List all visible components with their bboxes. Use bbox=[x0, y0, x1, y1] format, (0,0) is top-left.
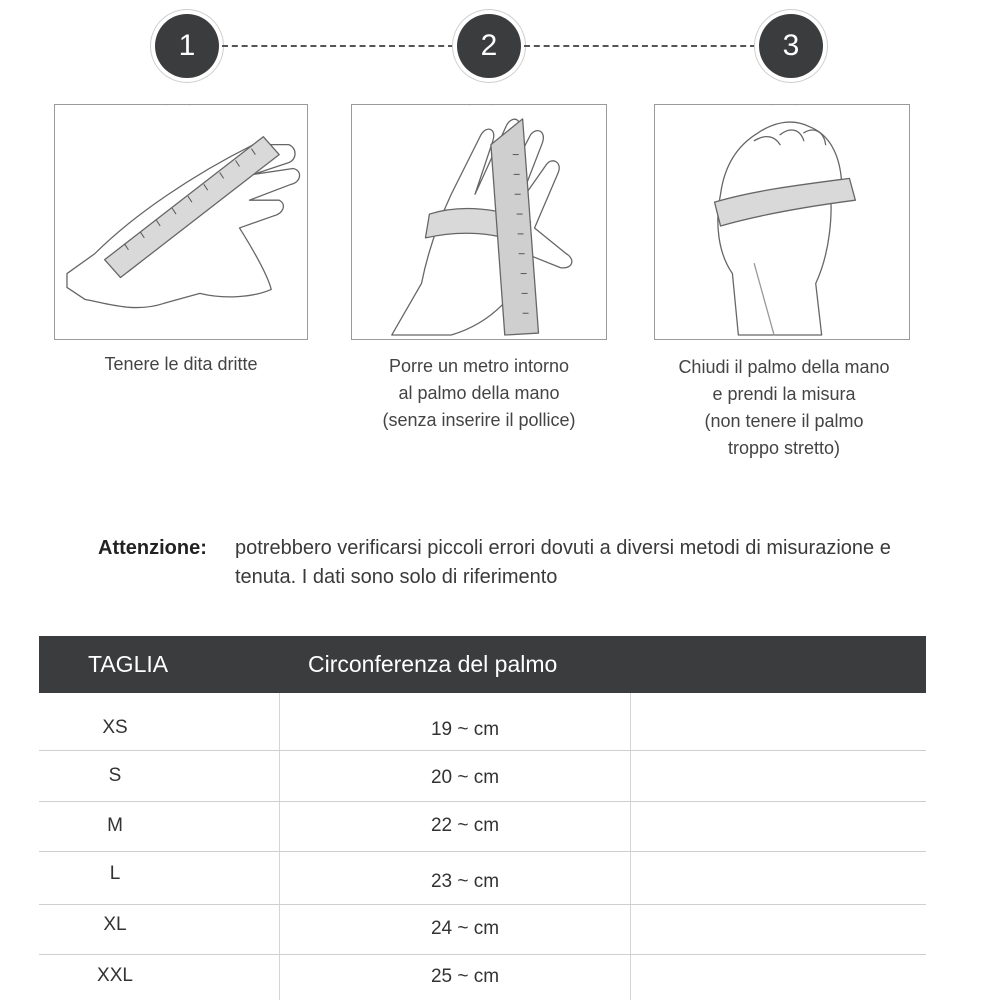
step-1-caption bbox=[54, 351, 308, 378]
circumference-cell: 25 ~ cm bbox=[430, 966, 500, 987]
circumference-cell: 20 ~ cm bbox=[430, 767, 500, 788]
circumference-cell: 22 ~ cm bbox=[430, 815, 500, 836]
step-2-badge: 2 bbox=[457, 14, 521, 78]
step-3-caption-line: e prendi la misura bbox=[712, 384, 856, 404]
size-cell: XS bbox=[102, 717, 128, 738]
circumference-cell: 24 ~ cm bbox=[430, 918, 500, 939]
closed-fist-tape-icon bbox=[655, 105, 909, 339]
step-3-caption-line: troppo stretto) bbox=[727, 438, 841, 458]
step-connector-1-2 bbox=[222, 45, 454, 47]
step-1-illustration bbox=[54, 104, 308, 340]
step-2-caption-line: al palmo della mano bbox=[398, 383, 560, 403]
tape-around-palm-icon bbox=[352, 105, 606, 339]
size-cell: XXL bbox=[97, 965, 133, 986]
header-circumference: Circonferenza del palmo bbox=[308, 651, 558, 677]
step-2-caption bbox=[351, 353, 607, 434]
size-cell: L bbox=[109, 863, 121, 884]
step-2-caption-line: (senza inserire il pollice) bbox=[382, 410, 576, 430]
step-1-badge: 1 bbox=[155, 14, 219, 78]
table-row-divider bbox=[39, 851, 926, 852]
header-size: TAGLIA bbox=[88, 651, 169, 677]
table-row-divider bbox=[39, 801, 926, 802]
step-3-caption-line: (non tenere il palmo bbox=[704, 411, 864, 431]
attention-text: potrebbero verificarsi piccoli errori dovuti a diversi metodi di misurazione e tenuta. I dati sono solo di riferimento bbox=[235, 537, 891, 588]
table-row-divider bbox=[39, 954, 926, 955]
step-3-badge: 3 bbox=[759, 14, 823, 78]
step-3-caption-line: Chiudi il palmo della mano bbox=[678, 357, 890, 377]
size-table-header bbox=[39, 636, 926, 693]
size-cell: XL bbox=[103, 914, 127, 935]
step-2-illustration bbox=[351, 104, 607, 340]
step-3-caption bbox=[654, 354, 914, 462]
circumference-cell: 23 ~ cm bbox=[430, 871, 500, 892]
step-2-caption-line: Porre un metro intorno bbox=[388, 356, 570, 376]
flat-hand-ruler-icon bbox=[55, 105, 307, 339]
table-row-divider bbox=[39, 904, 926, 905]
step-1-caption-line: Tenere le dita dritte bbox=[104, 354, 258, 374]
step-3-illustration bbox=[654, 104, 910, 340]
circumference-cell: 19 ~ cm bbox=[430, 719, 500, 740]
step-connector-2-3 bbox=[524, 45, 756, 47]
attention-label: Attenzione: bbox=[98, 537, 207, 559]
size-cell: M bbox=[107, 815, 123, 836]
size-cell: S bbox=[108, 765, 122, 786]
table-row-divider bbox=[39, 750, 926, 751]
